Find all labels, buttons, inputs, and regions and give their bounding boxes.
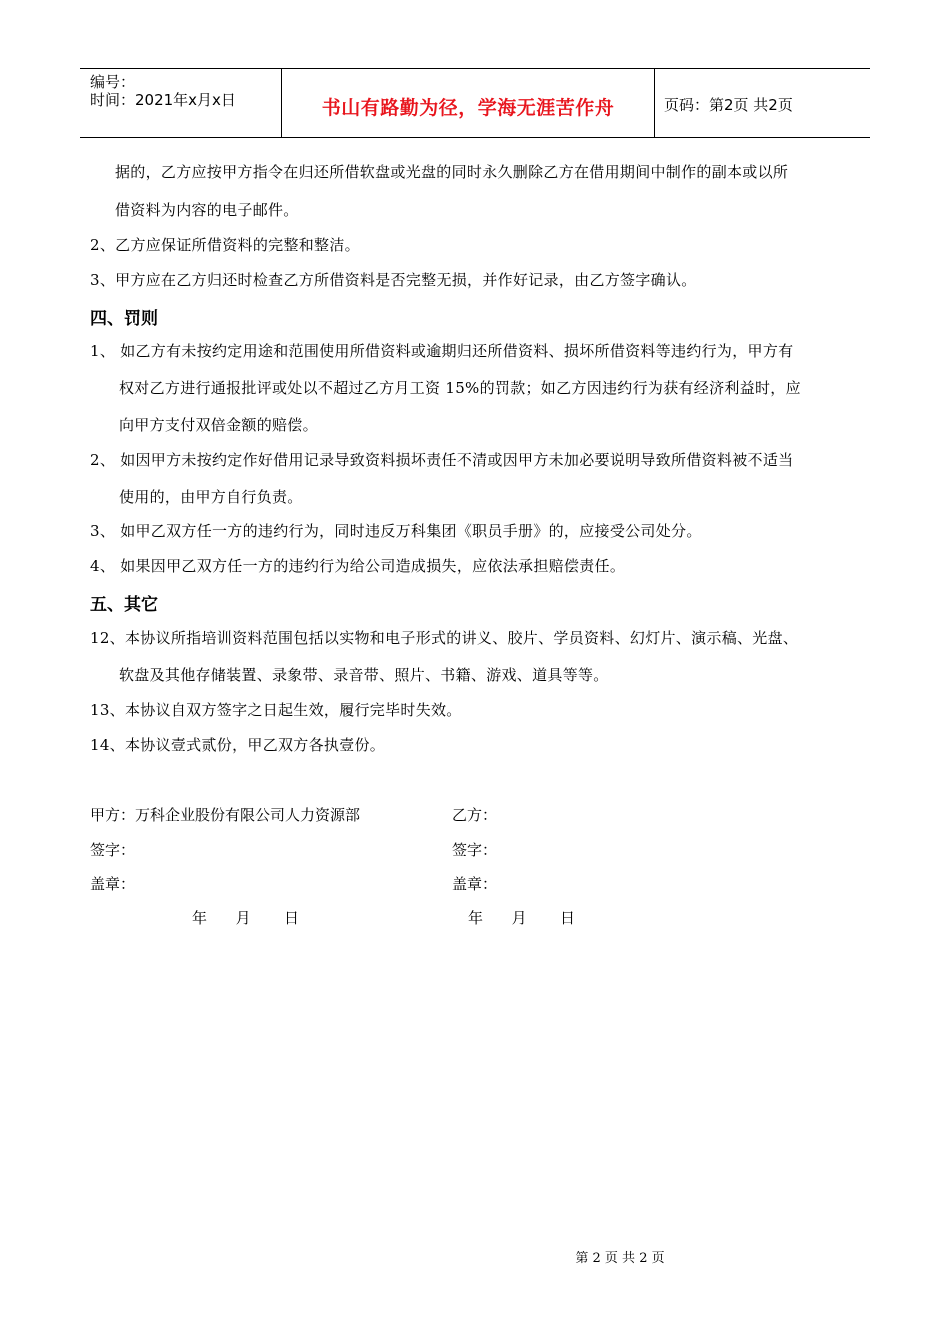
serial-number-label: 编号： — [90, 73, 136, 91]
seal-label-a: 盖章： — [90, 875, 136, 893]
paragraph-line: 权对乙方进行通报批评或处以不超过乙方月工资 15%的罚款；如乙方因违约行为获有经济利益时，应 — [119, 379, 801, 397]
penalty-clause-3: 3、 如甲乙双方任一方的违约行为，同时违反万科集团《职员手册》的，应接受公司处分。 — [90, 522, 702, 540]
section-heading-penalties: 四、罚则 — [90, 309, 158, 329]
date-line-b: 年 月 日 — [468, 909, 575, 927]
clause-3: 3、甲方应在乙方归还时检查乙方所借资料是否完整无损，并作好记录，由乙方签字确认。 — [90, 271, 697, 289]
penalty-clause-2: 2、 如因甲方未按约定作好借用记录导致资料损坏责任不清或因甲方未加必要说明导致所借资料被不适当 — [90, 451, 794, 469]
seal-label-b: 盖章： — [452, 875, 498, 893]
other-clause-13: 13、本协议自双方签字之日起生效，履行完毕时失效。 — [90, 701, 462, 719]
penalty-clause-4: 4、 如果因甲乙双方任一方的违约行为给公司造成损失，应依法承担赔偿责任。 — [90, 557, 626, 575]
document-header — [80, 68, 870, 138]
header-page-cell — [654, 69, 870, 137]
paragraph-line: 使用的，由甲方自行负责。 — [119, 488, 303, 506]
header-motto: 书山有路勤为径，学海无涯苦作舟 — [321, 97, 615, 119]
clause-2: 2、乙方应保证所借资料的完整和整洁。 — [90, 236, 360, 254]
party-a-label: 甲方：万科企业股份有限公司人力资源部 — [90, 806, 361, 824]
date-line-a: 年 月 日 — [192, 909, 299, 927]
paragraph-line: 向甲方支付双倍金额的赔偿。 — [119, 416, 318, 434]
section-heading-other: 五、其它 — [90, 595, 158, 615]
header-motto-cell — [281, 69, 655, 137]
signature-label-a: 签字： — [90, 841, 136, 859]
footer-page-number: 第 2 页 共 2 页 — [575, 1251, 665, 1266]
header-info-cell — [80, 69, 281, 137]
paragraph-line: 据的，乙方应按甲方指令在归还所借软盘或光盘的同时永久删除乙方在借用期间中制作的副本或以所 — [115, 163, 789, 181]
paragraph-line: 软盘及其他存储装置、录象带、录音带、照片、书籍、游戏、道具等等。 — [119, 666, 609, 684]
date-text: 时间：2021年x月x日 — [90, 91, 236, 109]
other-clause-14: 14、本协议壹式贰份，甲乙双方各执壹份。 — [90, 736, 386, 754]
header-page-number: 页码：第2页 共2页 — [664, 96, 793, 114]
paragraph-line: 借资料为内容的电子邮件。 — [115, 201, 299, 219]
penalty-clause-1: 1、 如乙方有未按约定用途和范围使用所借资料或逾期归还所借资料、损坏所借资料等违约行为，甲方有 — [90, 342, 794, 360]
party-b-label: 乙方： — [452, 806, 498, 824]
other-clause-12: 12、本协议所指培训资料范围包括以实物和电子形式的讲义、胶片、学员资料、幻灯片、演示稿、光盘、 — [90, 629, 799, 647]
page-footer — [0, 1247, 950, 1266]
signature-label-b: 签字： — [452, 841, 498, 859]
